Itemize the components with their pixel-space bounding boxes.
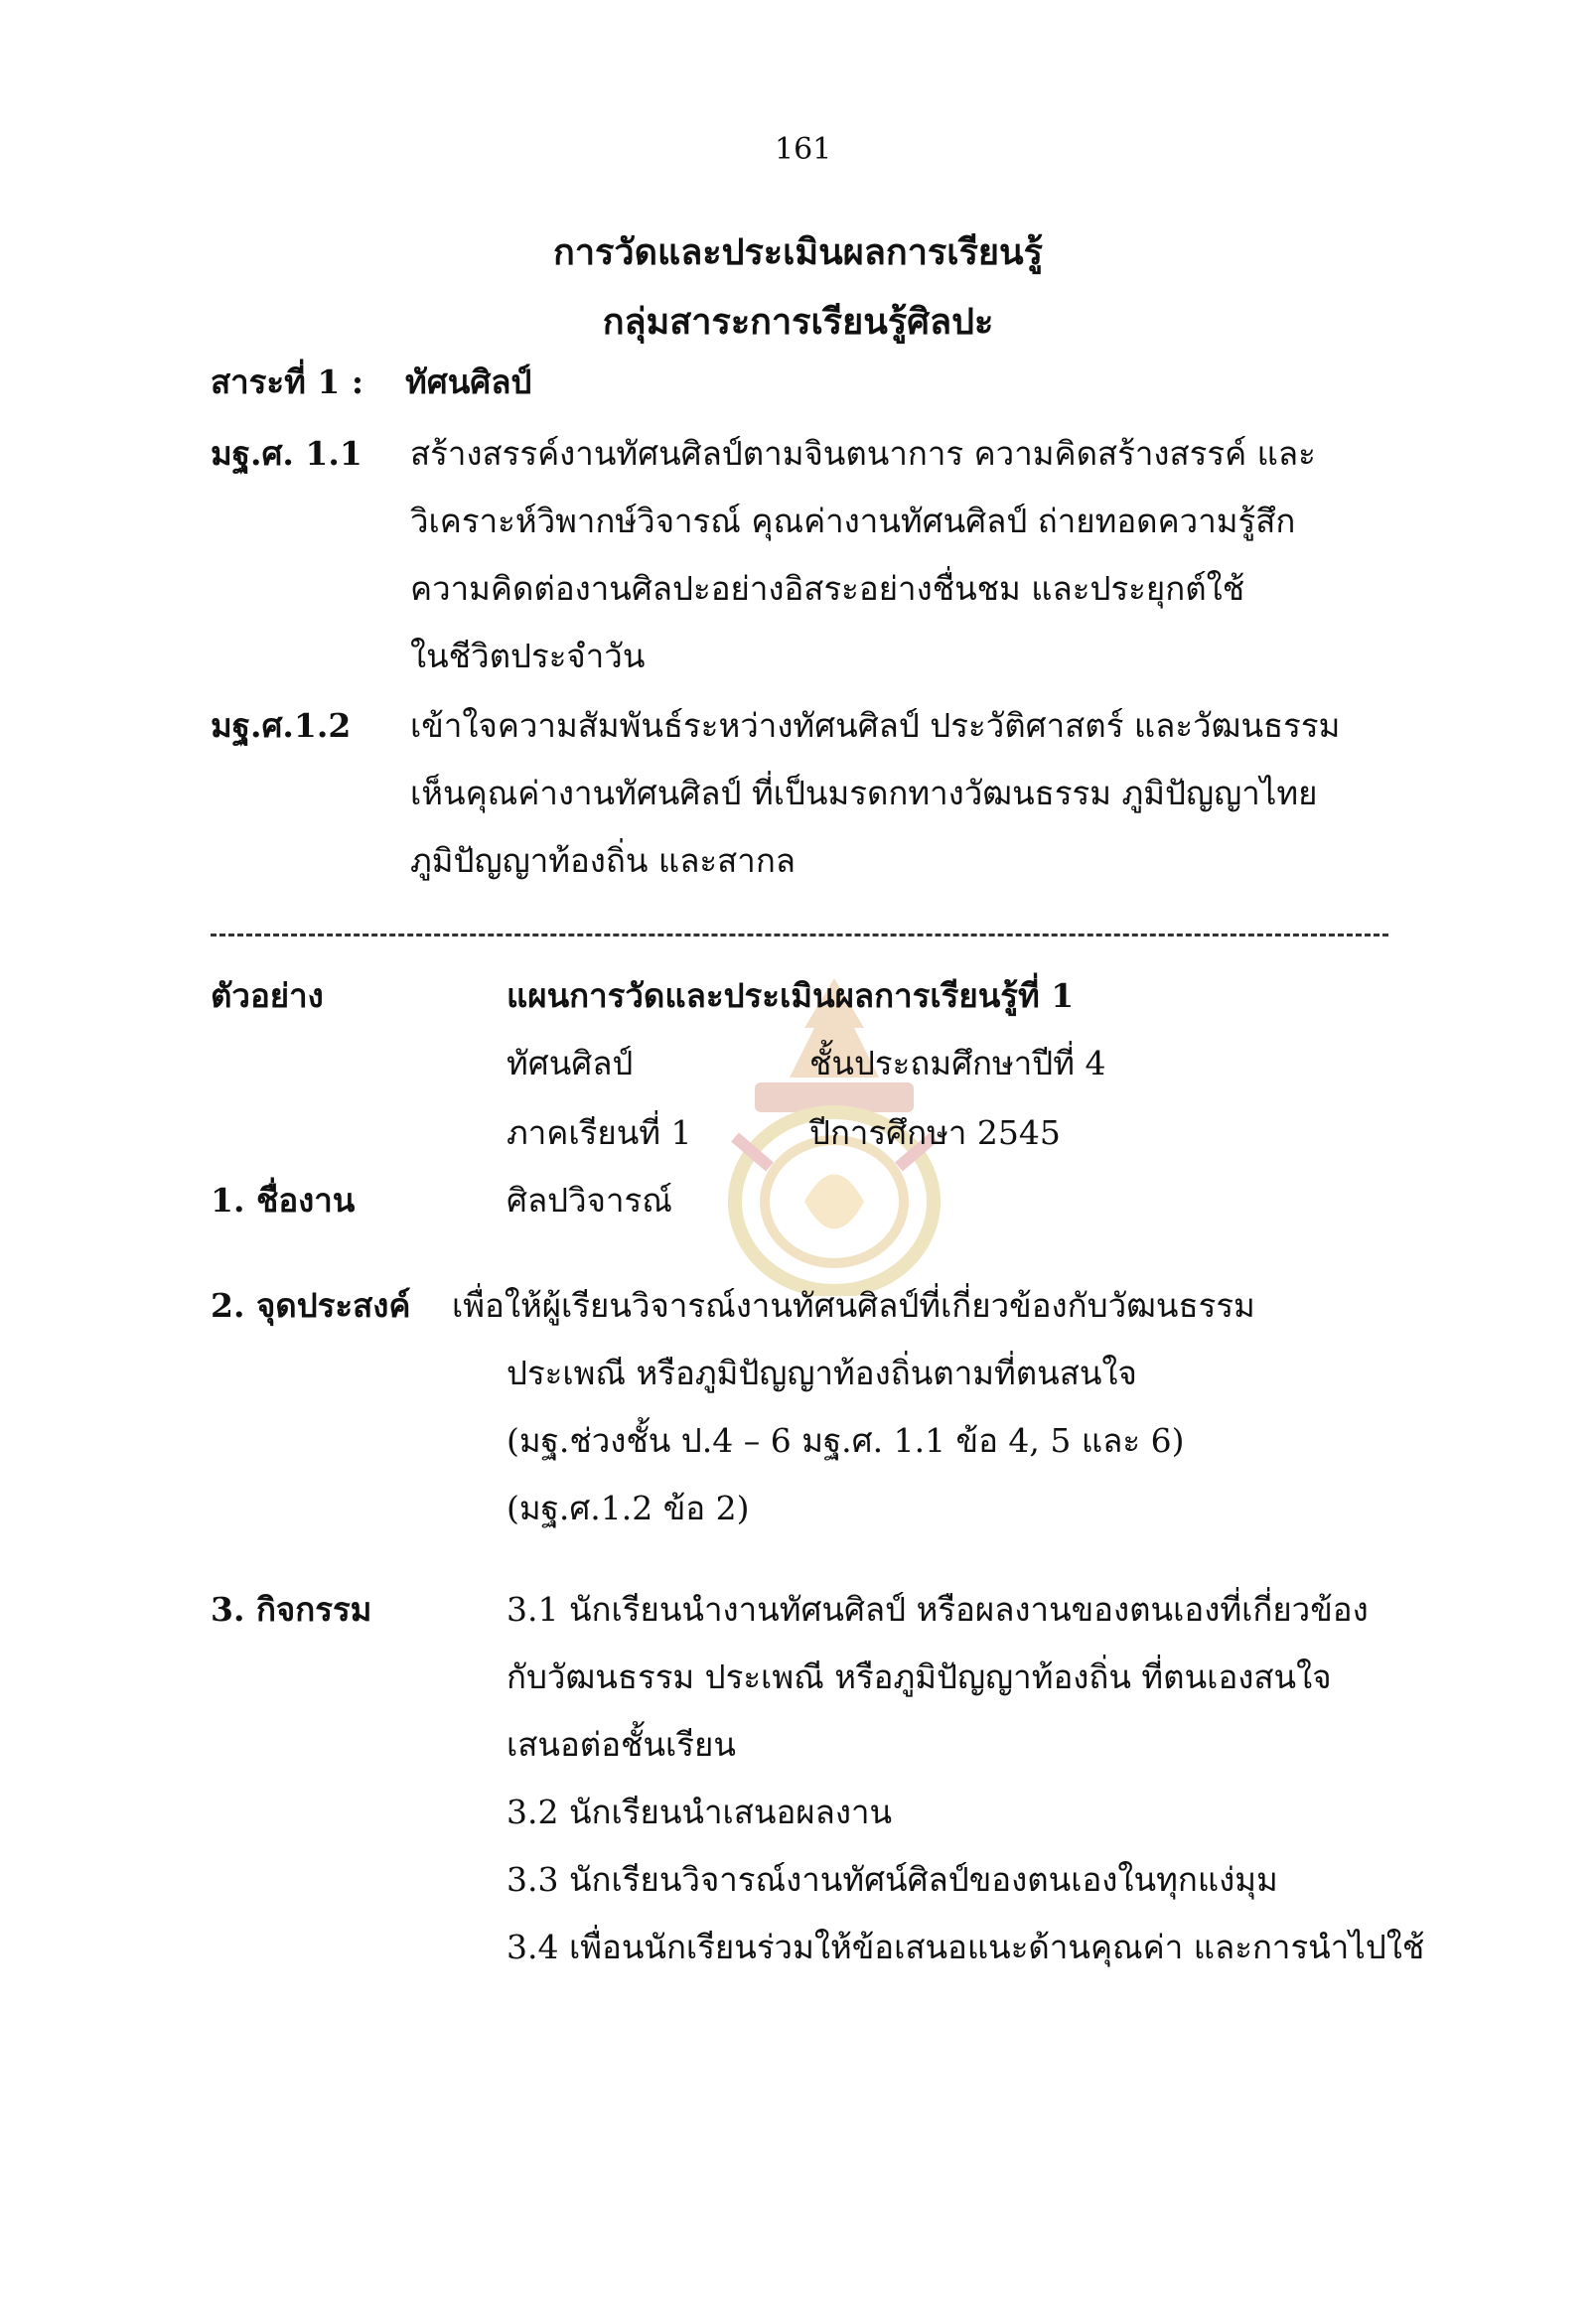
example-label: ตัวอย่าง (211, 976, 324, 1015)
standard-1-2-line: เห็นคุณค่างานทัศนศิลป์ ที่เป็นมรดกทางวัฒนธรรม ภูมิปัญญาไทย (410, 774, 1318, 812)
standard-code-1-2: มฐ.ศ.1.2 (211, 706, 352, 745)
grade: ชั้นประถมศึกษาปีที่ 4 (809, 1044, 1106, 1082)
academic-year: ปีการศึกษา 2545 (809, 1113, 1061, 1152)
semester: ภาคเรียนที่ 1 (507, 1113, 692, 1152)
activity-item: 3.3 นักเรียนวิจารณ์งานทัศน์ศิลป์ของตนเองในทุกแง่มุม (507, 1860, 1278, 1899)
standard-1-2-line: ภูมิปัญญาท้องถิ่น และสากล (410, 841, 797, 880)
page-number: 161 (775, 132, 832, 167)
activities-label: 3. กิจกรรม (211, 1590, 372, 1629)
strand-label: สาระที่ 1 : (211, 362, 363, 401)
objective-line: ประเพณี หรือภูมิปัญญาท้องถิ่นตามที่ตนสนใจ (507, 1354, 1137, 1392)
work-name-value: ศิลปวิจารณ์ (507, 1181, 672, 1220)
objective-line: เพื่อให้ผู้เรียนวิจารณ์งานทัศนศิลป์ที่เกี่ยวข้องกับวัฒนธรรม (452, 1286, 1255, 1325)
standard-1-2-line: เข้าใจความสัมพันธ์ระหว่างทัศนศิลป์ ประวัติศาสตร์ และวัฒนธรรม (410, 706, 1341, 745)
objective-line: (มฐ.ศ.1.2 ข้อ 2) (507, 1489, 750, 1527)
work-name-label: 1. ชื่องาน (211, 1181, 356, 1220)
standard-1-1-line: วิเคราะห์วิพากษ์วิจารณ์ คุณค่างานทัศนศิลป์ ถ่ายทอดความรู้สึก (410, 502, 1296, 540)
strand-name: ทัศนศิลป์ (405, 362, 532, 401)
objective-line: (มฐ.ช่วงชั้น ป.4 – 6 มฐ.ศ. 1.1 ข้อ 4, 5 และ 6) (507, 1421, 1185, 1460)
title-line-1: การวัดและประเมินผลการเรียนรู้ (553, 231, 1043, 273)
subject: ทัศนศิลป์ (507, 1044, 634, 1082)
activity-item: 3.1 นักเรียนนำงานทัศนศิลป์ หรือผลงานของตนเองที่เกี่ยวข้อง (507, 1590, 1369, 1629)
plan-title: แผนการวัดและประเมินผลการเรียนรู้ที่ 1 (507, 976, 1075, 1015)
standard-1-1-line: ในชีวิตประจำวัน (410, 637, 646, 675)
standard-1-1-line: สร้างสรรค์งานทัศนศิลป์ตามจินตนาการ ความคิดสร้างสรรค์ และ (410, 434, 1316, 473)
title-line-2: กลุ่มสาระการเรียนรู้ศิลปะ (602, 301, 994, 343)
activity-item: กับวัฒนธรรม ประเพณี หรือภูมิปัญญาท้องถิ่น ที่ตนเองสนใจ (507, 1657, 1332, 1696)
activity-item: เสนอต่อชั้นเรียน (507, 1725, 736, 1764)
activity-item: 3.2 นักเรียนนำเสนอผลงาน (507, 1793, 893, 1831)
standard-code-1-1: มฐ.ศ. 1.1 (211, 434, 363, 473)
standard-1-1-line: ความคิดต่องานศิลปะอย่างอิสระอย่างชื่นชม และประยุกต์ใช้ (410, 569, 1245, 608)
objective-label: 2. จุดประสงค์ (211, 1286, 411, 1325)
dashed-divider (211, 934, 1388, 936)
activity-item: 3.4 เพื่อนนักเรียนร่วมให้ข้อเสนอแนะด้านคุณค่า และการนำไปใช้ (507, 1928, 1425, 1966)
